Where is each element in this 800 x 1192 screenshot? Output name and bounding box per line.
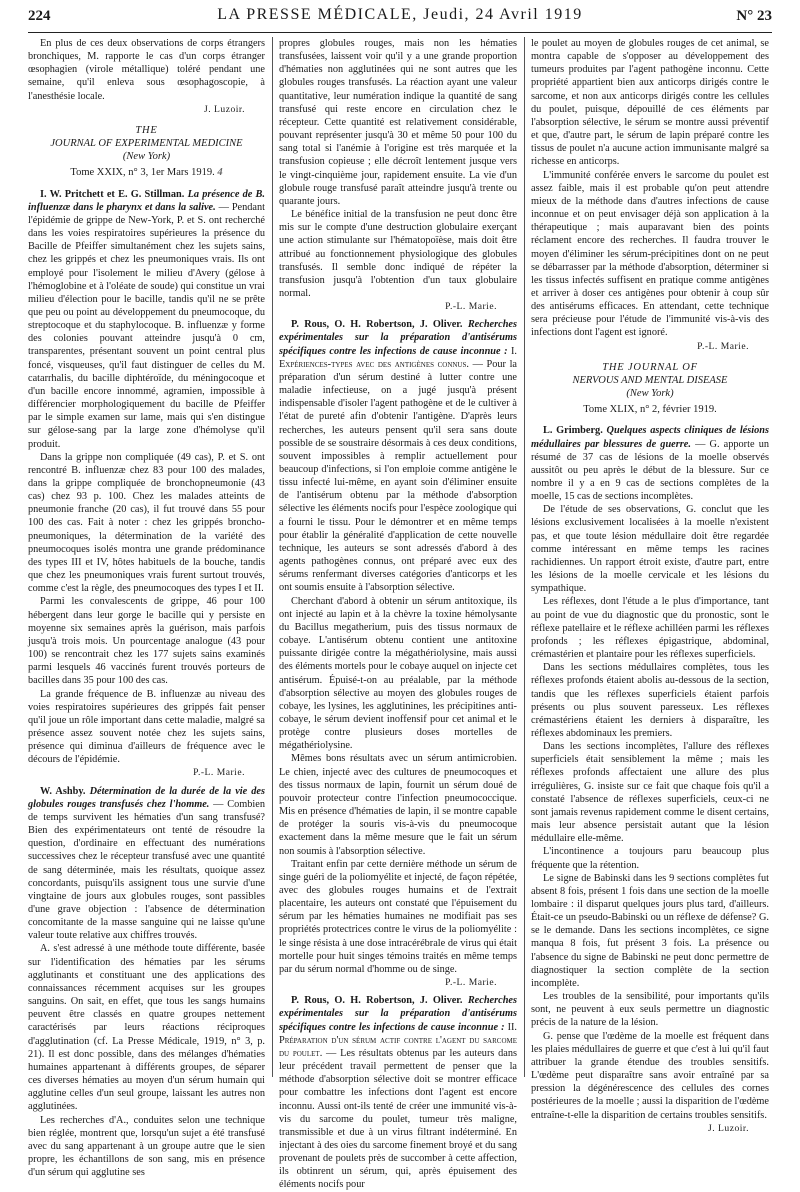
article-paragraph: Dans les sections médullaires complètes, tous les réflexes profonds étaient abolis au-dessous de la section, tandis que les réflexes superficiels étaient parfois présents ou plus souvent paresseux. Les réflexes crémastériens étaient les derniers à disparaître, les réflexes abdominaux les premiers. bbox=[531, 662, 769, 739]
article-paragraph: I. W. Pritchett et E. G. Stillman. La présence de B. influenzæ dans le pharynx et dans la salive. — Pendant l'épidémie de grippe de New-York, P. et S. ont recherché dans les voies respiratoires supérieures la présence du Bacille de Pfeiffer simultanément chez les sujets sains, chez les grippés et chez les pneumoniques vrais. Ils ont employé pour l'isolement le milieu d'Avery (gélose à l'hémoglobine et à l'oléate de soude) qui constitue un vrai milieu d'élection pour le bacille, tandis qu'il ne se prête que peu ou point au développement du pneumocoque, du streptocoque et du staphylocoque. B. influenzæ y forme des colonies pouvant atteindre jusqu'à 0 cm, transparentes, présentant souvent un point central plus foncé, visqueuses, qu'il faut distinguer de celles du M. catarrhalis, du bacille diphtéroïde, du méningocoque et d'un bacille encore innommé, agramien, impossible à différencier morphologiquement du bacille de Pfeiffer par le simple examen sur lame, mais qui s'en distingue sur gélose-sang par la large zone d'hémolyse qu'il produit. bbox=[28, 188, 266, 450]
article-paragraph: Le signe de Babinski dans les 9 sections complètes fut absent 8 fois, présent 1 fois dans une section de la moelle lombaire : il disparut quelques jours plus tard, d'ailleurs. Était-ce un pseudo-Babinski ou un réflexe de défense? G. se le demande. Dans les sections incomplètes, ce signe manqua 8 fois, fut présent 3 fois. La présence ou l'absence du signe de Babinski ne peut donc permettre de diagnostiquer la section complète de la section incomplète. bbox=[531, 872, 769, 989]
article-paragraph: P. Rous, O. H. Robertson, J. Oliver. Recherches expérimentales sur la préparation d'antisérums spécifiques contre les infections de cause inconnue : I. Expériences-types avec des antigènes connus. — Pour la préparation d'un sérum destiné à lutter contre une maladie infectieuse, on a jugé jusqu'à présent indispensable d'isoler l'agent pathogène et de le cultiver à l'état de pureté afin d'obtenir l'antigène. D'après leurs recherches, les auteurs pensent qu'il sera sans doute possible de se soustraire désormais à ces deux conditions, souvent impossibles à remplir actuellement pour beaucoup d'infections, si l'on emploie comme antigène le tissu infecté lui-même, en ayant soin d'éliminer ensuite de l'antisérum obtenu par la méthode d'absorption sélective les éléments nocifs pour l'espèce zoologique qui a fourni le tissu. Pour le démontrer et en même temps pour établir la généralité d'application de cette nouvelle technique, les auteurs se sont adressés d'abord à des agents pathogènes connus, ont préparé avec eux des sérums renfermant diverses catégories d'anticorps et les ont soumis ensuite à l'absorption sélective. bbox=[279, 319, 518, 594]
column-1 bbox=[28, 37, 266, 1179]
article-paragraph: W. Ashby. Détermination de la durée de la vie des globules rouges transfusés chez l'homme. — Combien de temps survivent les hématies d'un sang transfusé? Bien des expérimentateurs ont tenté de résoudre la question, d'ordinaire en effectuant des numérations successives chez le récepteur transfusé avec une quantité de sang déterminée, mais les résultats, quoique assez concordants, puisqu'ils assignent tous une survie d'une vingtaine de jours aux globules rouges, sont passibles d'une grave objection : l'absence de détermination concomitante de la masse sanguine qui ne laisse qu'une valeur toute relative aux chiffres trouvés. bbox=[28, 785, 266, 942]
article-paragraph: Le bénéfice initial de la transfusion ne peut donc être mis sur le compte d'une destruction globulaire exerçant une action stimulante sur l'hématopoïèse, mais doit être attribué au fonctionnement physiologique des globules transfusés. Il semble donc indiqué de répéter la transfusion jusqu'à l'obtention d'un taux globulaire normal. bbox=[279, 209, 517, 299]
article-paragraph: L'immunité conférée envers le sarcome du poulet est assez faible, mais il est probable qu'on peut attendre mieux de la méthode dans d'autres infections de cause inconnue et on peut envisager déjà son application à la thérapeutique ; mais auparavant bien des points réclament encore des recherches. Il faudra trouver le moyen d'éliminer les sérum-précipitines dont on ne peut se débarrasser par la méthode d'absorption, déterminer si les tissus infectés suffisent en pratique comme antigènes et arriver à doser ces antigènes pour obtenir à coup sûr des antisérums efficaces. En attendant, cette technique sera précieuse pour l'étude de l'immunité vis-à-vis des infections dont l'agent est ignoré. bbox=[531, 169, 769, 339]
article-paragraph: G. pense que l'œdème de la moelle est fréquent dans les plaies médullaires de guerre et que c'est à lui qu'il faut attribuer la grande étendue des troubles sensitifs. L'œdème peut disparaître sans avoir entraîné par sa pression la dégénérescence des cellules des cornes postérieures de la moelle ; aussi la disparition de l'œdème entraîne-t-elle la disparition de certains troubles sensitifs. bbox=[531, 1030, 769, 1121]
column-divider bbox=[524, 37, 525, 1077]
article-paragraph: De l'étude de ses observations, G. conclut que les lésions exclusivement localisées à la moelle n'existent pas, et que toute lésion médullaire doit être regardée comme intéressant en même temps les racines rachidiennes. Un rapport étroit existe, d'autre part, entre les lésions de la moelle cervicale et les lésions du sympathique. bbox=[531, 504, 769, 595]
article-paragraph: Dans les sections incomplètes, l'allure des réflexes superficiels était sensiblement la même ; mais les réflexes profonds affectaient une allure des plus irrégulières, G. insiste sur ce fait que chaque fois qu'il a constaté l'absence de réflexes superficiels, ceux-ci ne sont jamais revenus rapidement comme le disent certains, mais leur absence persistait autant que la lésion médullaire elle-même. bbox=[531, 741, 769, 845]
journal-heading-the: THE JOURNAL OF bbox=[602, 361, 698, 373]
column-2 bbox=[279, 37, 518, 1191]
page-number: 224 bbox=[28, 8, 51, 24]
signature: J. Luzoir. bbox=[708, 1122, 749, 1134]
article-author: W. Ashby. bbox=[40, 785, 86, 797]
signature: P.-L. Marie. bbox=[193, 767, 245, 779]
journal-heading-the: THE bbox=[135, 124, 158, 136]
running-title: LA PRESSE MÉDICALE, Jeudi, 24 Avril 1919 bbox=[217, 6, 583, 23]
article-paragraph: propres globules rouges, mais non les hématies transfusées, laissent voir qu'il y a une grande proportion d'hématies non agglutinées qui ne sont autres que les globules rouges transfusés. La réaction ayant une valeur quantitative, leur numération indique la quantité de sang transfusé qui reste encore en circulation chez le récepteur. Cette quantité est relativement considérable, pouvant représenter jusqu'à 30 et même 50 pour 100 du sang total si l'anémie à l'origine est très marquée et la transfusion copieuse ; elle décroît lentement jusque vers le vingt-cinquième jour, rapidement ensuite. La vie d'un globule rouge transfusé paraît atteindre jusqu'à trente ou quarante jours. bbox=[279, 38, 517, 207]
article-paragraph: Traitant enfin par cette dernière méthode un sérum de singe guéri de la poliomyélite et injecté, de façon répétée, avec des globules rouges humains et de l'extrait placentaire, les auteurs ont constaté que l'épuisement du sérum par les hématies humaines ne modifiait pas ses propriétés protectrices contre le virus de la poliomyélite : le singe résista à une dose intracérébrale de virus qui était mortelle pour huit singes témoins traités en même temps par du sérum normal d'homme ou de singe. bbox=[279, 858, 517, 975]
signature: P.-L. Marie. bbox=[445, 977, 497, 989]
intro-paragraph: En plus de ces deux observations de corps étrangers bronchiques, M. rapporte le cas d'un corps étranger œsophagien (virole métallique) toléré pendant une semaine, qu'il enleva sous œsophagoscopie, à l'anesthésie locale. bbox=[28, 38, 265, 102]
column-divider bbox=[272, 37, 273, 1077]
journal-volume: Tome XXIX, n° 3, 1er Mars 1919. 4 bbox=[70, 167, 223, 179]
article-author: P. Rous, O. H. Robertson, J. Oliver. bbox=[291, 319, 463, 331]
article-paragraph: Cherchant d'abord à obtenir un sérum antitoxique, ils ont injecté au lapin et à la chèvre la toxine hémolysante du Bacillus megatherium, puis des tissus normaux de cobaye. L'antisérum obtenu contient une antitoxine puissante dirigée contre la mégathériolysine, mais aussi des éléments mortels pour le cobaye auquel on injecte cet antisérum. Épuisé-t-on au préalable, par la méthode d'absorption sélective au moyen des globules rouges de cobaye, les lysines, les agglutinines, les précipitines anti-cobaye, le sérum devient inoffensif pour cet animal et le protège contre plusieurs doses mortelles de mégathériolysine. bbox=[279, 595, 517, 752]
article-title: La présence de B. influenzæ dans le pharynx et dans la salive. bbox=[28, 188, 265, 213]
article-paragraph: Mêmes bons résultats avec un sérum antimicrobien. Le chien, injecté avec des cultures de pneumocoques et des tissus normaux de lapin, fournit un sérum doué de pouvoir protecteur contre l'infection pneumococcique. Mis en présence d'hématies de lapin, il se montre capable de protéger la souris vis-à-vis du pneumocoque exactement dans la même mesure que le fait un sérum non soumis à l'absorption sélective. bbox=[279, 753, 517, 857]
journal-heading-city: (New York) bbox=[626, 388, 674, 400]
article-paragraph: A. s'est adressé à une méthode toute différente, basée sur l'identification des hématies par les sérums agglutinants et constituant une des applications des connaissances récemment acquises sur les groupes sanguins. On sait, en effet, que tous les sangs humains peuvent être classés en quatre groupes nettement caractérisés par leurs réactions réciproques d'agglutination (cf. La Presse Médicale, 1919, n° 3, p. 21). Il est donc possible, dans des mélanges d'hématies humaines appartenant à différents groupes, de séparer ces diverses hématies au moyen d'un sérum humain qui agglutine celles d'un seul groupe, laissant les autres non agglutinées. bbox=[28, 943, 265, 1113]
article-paragraph: P. Rous, O. H. Robertson, J. Oliver. Recherches expérimentales sur la préparation d'antisérums spécifiques contre les infections de cause inconnue : II. Préparation d'un sérum actif contre l'agent du sarcome du poulet. — Les résultats obtenus par les auteurs dans leur précédent travail permettent de penser que la méthode d'absorption sélective doit se montrer efficace pour combattre les infections dont l'agent est encore inconnu. Aussi ont-ils tenté de créer une immunité vis-à-vis du sarcome du poulet, tumeur très maligne, transmissible et due à un virus filtrant indéterminé. En injectant à des oies du sarcome finement broyé et du sang provenant de poulets près de succomber à cette affection, ils obtinrent un sérum, qui, après épuisement des éléments nocifs pour bbox=[279, 995, 518, 1191]
article-paragraph: Les réflexes, dont l'étude a le plus d'importance, tant au point de vue du diagnostic que du pronostic, sont le réflexe patellaire et le réflexe achilléen parmi les réflexes profonds ; les réflexes épigastrique, abdominal, crémastérien et plantaire pour les réflexes superficiels. bbox=[531, 596, 769, 661]
article-paragraph: Dans la grippe non compliquée (49 cas), P. et S. ont rencontré B. influenzæ chez 83 pour 100 des malades, dans la grippe compliquée de bronchopneumonie (43 cas) chez 93 p. 100. Chez les malades atteints de pneumonie franche (20 cas), il fut trouvé dans 55 pour 100 des cas. Fait à noter : chez les grippés broncho-pneumoniques, la détermination de la variété des pneumocoques isolés montra une grande prédominance des types III et IV, hôtes habituels de la bouche, tandis que chez les pneumoniques vrais furent surtout trouvés, comme c'est la règle, des pneumocoques des types I et II. bbox=[28, 451, 265, 595]
signature: P.-L. Marie. bbox=[697, 340, 749, 352]
article-paragraph: Parmi les convalescents de grippe, 46 pour 100 hébergent dans leur gorge le bacille qui y persiste en moyenne six semaines après la guérison, mais parfois jusqu'à trois mois. Un pourcentage analogue (43 pour 100) se rencontrait chez les 177 sujets sains examinés parmi lesquels 46 vaccinés furent trouvés porteurs de bacilles dans 35 pour 100 des cas. bbox=[28, 596, 265, 687]
journal-heading-name: NERVOUS AND MENTAL DISEASE bbox=[572, 374, 728, 386]
journal-heading-city: (New York) bbox=[122, 151, 171, 163]
article-author: L. Grimberg. bbox=[543, 425, 603, 437]
column-3 bbox=[531, 37, 770, 1134]
article-paragraph: Les recherches d'A., conduites selon une technique bien réglée, montrent que, lorsqu'un sujet a été transfusé avec du sang appartenant à un groupe autre que le sien propre, les échantillons de son sang, mis en présence d'un sérum qui agglutine ses bbox=[28, 1114, 265, 1179]
article-paragraph: La grande fréquence de B. influenzæ au niveau des voies respiratoires supérieures des grippés fait penser qu'il joue un rôle important dans cette maladie, malgré sa présence assez souvent notée chez les sujets sains, présence qui diminua d'ailleurs de fréquence avec le décours de l'épidémie. bbox=[28, 688, 265, 766]
issue-number: N° 23 bbox=[736, 8, 772, 24]
article-paragraph: L. Grimberg. Quelques aspects cliniques de lésions médullaires par blessures de guerre. — G. apporte un résumé de 37 cas de lésions de la moelle observés aussitôt ou peu après le début de la blessure. Sur ce nombre il y a en 9 cas de sections complètes de la moelle, 15 cas de sections incomplètes. bbox=[531, 425, 770, 503]
journal-heading-name: JOURNAL OF EXPERIMENTAL MEDICINE bbox=[50, 138, 243, 150]
article-subtitle: II. Préparation d'un sérum actif contre l'agent du sarcome du poulet. bbox=[279, 1021, 517, 1059]
header-rule bbox=[28, 32, 772, 33]
article-paragraph: L'incontinence a toujours paru beaucoup plus fréquente que la rétention. bbox=[531, 846, 769, 871]
article-title: Détermination de la durée de la vie des globules rouges transfusés chez l'homme. bbox=[28, 785, 266, 810]
signature: J. Luzoir. bbox=[204, 103, 245, 115]
article-author: I. W. Pritchett et E. G. Stillman. bbox=[40, 188, 185, 200]
article-title: Quelques aspects cliniques de lésions médullaires par blessures de guerre. bbox=[531, 425, 770, 450]
article-title: Recherches expérimentales sur la préparation d'antisérums spécifiques contre les infections de cause inconnue : bbox=[279, 995, 517, 1033]
page-header bbox=[24, 6, 776, 30]
article-paragraph: le poulet au moyen de globules rouges de cet animal, se montra capable de s'opposer au développement des tumeurs produites par l'agent pathogène inconnu. Cette propriété appartient bien aux anticorps dirigés contre le sarcome, et non aux anticorps dirigés contre les cellules du poulet, puisque, dépouillé de ces éléments par l'absorption sélective, le sérum se montre aussi préventif et que, d'autre part, le sérum de lapin préparé contre les tissus de poulet n'a aucune action immunisante malgré sa richesse en anticorps. bbox=[531, 38, 769, 168]
article-subtitle: I. Expériences-types avec des antigènes connus. bbox=[279, 345, 518, 370]
article-title: Recherches expérimentales sur la préparation d'antisérums spécifiques contre les infections de cause inconnue : bbox=[279, 319, 517, 357]
article-paragraph: Les troubles de la sensibilité, pour importants qu'ils sont, ne peuvent à eux seuls permettre un diagnostic précis de la nature de la lésion. bbox=[531, 991, 769, 1029]
journal-volume: Tome XLIX, n° 2, février 1919. bbox=[583, 404, 717, 416]
signature: P.-L. Marie. bbox=[445, 301, 497, 313]
article-author: P. Rous, O. H. Robertson, J. Oliver. bbox=[291, 995, 463, 1007]
handwritten-mark: 4 bbox=[217, 167, 223, 179]
